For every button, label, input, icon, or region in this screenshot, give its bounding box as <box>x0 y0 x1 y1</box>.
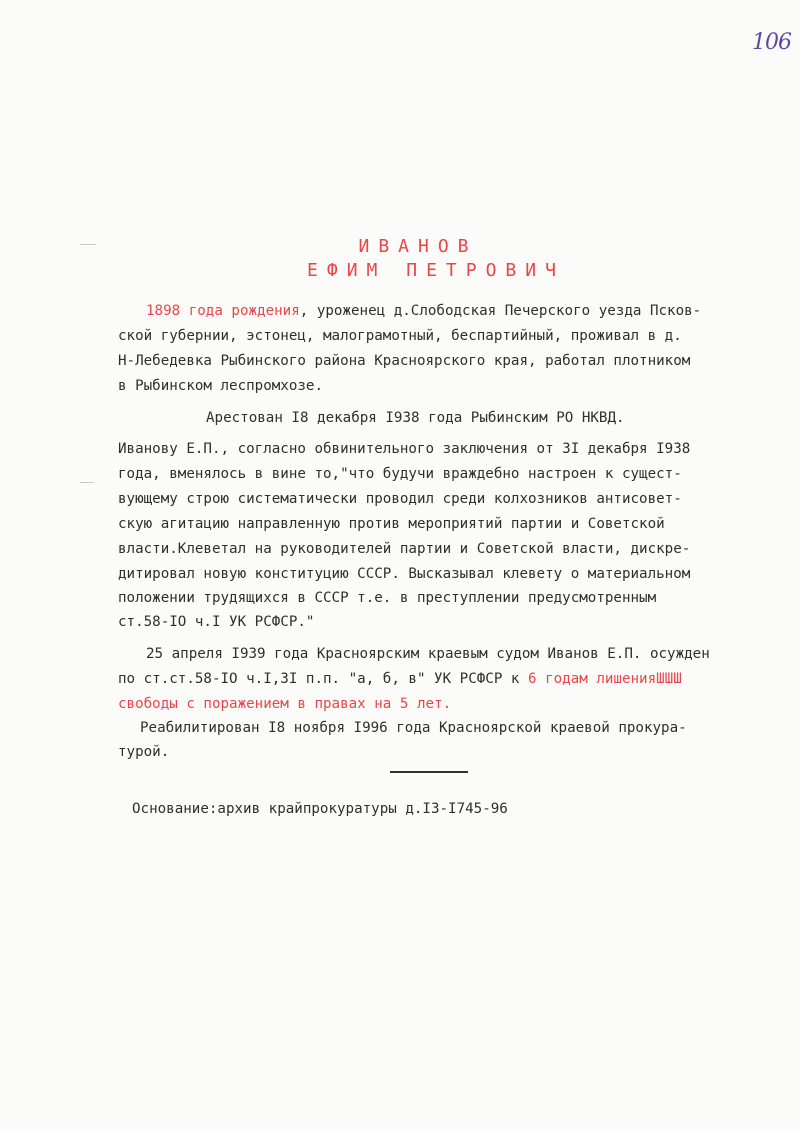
charge-line8: ст.58-IO ч.I УК РСФСР." <box>118 614 315 630</box>
paragraph1-line3: Н-Лебедевка Рыбинского района Красноярского края, работал плотником <box>118 353 691 369</box>
title-surname: ИВАНОВ <box>358 236 478 257</box>
sentence-term: 6 годам лишения <box>528 671 657 687</box>
page-number: 106 <box>752 30 791 55</box>
birth-year: 1898 года рождения <box>146 303 300 319</box>
arrest-line: Арестован I8 декабря I938 года Рыбинским РО НКВД. <box>206 410 625 426</box>
charge-line3: вующему строю систематически проводил среди колхозников антисовет- <box>118 491 682 507</box>
paragraph1-line4: в Рыбинском леспромхозе. <box>118 378 323 394</box>
struck-out-text: ШШШ <box>656 671 682 687</box>
margin-mark <box>80 482 94 483</box>
charge-line5: власти.Клеветал на руководителей партии и Советской власти, дискре- <box>118 541 691 557</box>
rehab-line2: турой. <box>118 744 170 760</box>
paragraph1-line1: 1898 года рождения, уроженец д.Слободская Печерского уезда Псков- <box>146 303 702 319</box>
charge-line7: положении трудящихся в СССР т.е. в преступлении предусмотренным <box>118 590 657 606</box>
charge-line4: скую агитацию направленную против мероприятий партии и Советской <box>118 516 665 532</box>
sentence-line3: свободы с поражением в правах на 5 лет. <box>118 696 452 712</box>
separator-rule <box>390 771 468 773</box>
charge-line6: дитировал новую конституцию СССР. Высказывал клевету о материальном <box>118 566 691 582</box>
charge-line2: года, вменялось в вине то,"что будучи враждебно настроен к сущест- <box>118 466 682 482</box>
basis-line: Основание:архив крайпрокуратуры д.I3-I745-96 <box>132 801 508 817</box>
sentence-line1: 25 апреля I939 года Красноярским краевым судом Иванов Е.П. осужден <box>146 646 710 662</box>
paragraph1-line2: ской губернии, эстонец, малограмотный, беспартийный, проживал в д. <box>118 328 682 344</box>
rehab-line1: Реабилитирован I8 ноября I996 года Красноярской краевой прокура- <box>140 720 687 736</box>
sentence-line2: по ст.ст.58-IO ч.I,3I п.п. "а, б, в" УК РСФСР к 6 годам лишенияШШШ <box>118 671 682 687</box>
title-name: ЕФИМ ПЕТРОВИЧ <box>307 260 565 281</box>
charge-line1: Иванову Е.П., согласно обвинительного заключения от 3I декабря I938 <box>118 441 691 457</box>
